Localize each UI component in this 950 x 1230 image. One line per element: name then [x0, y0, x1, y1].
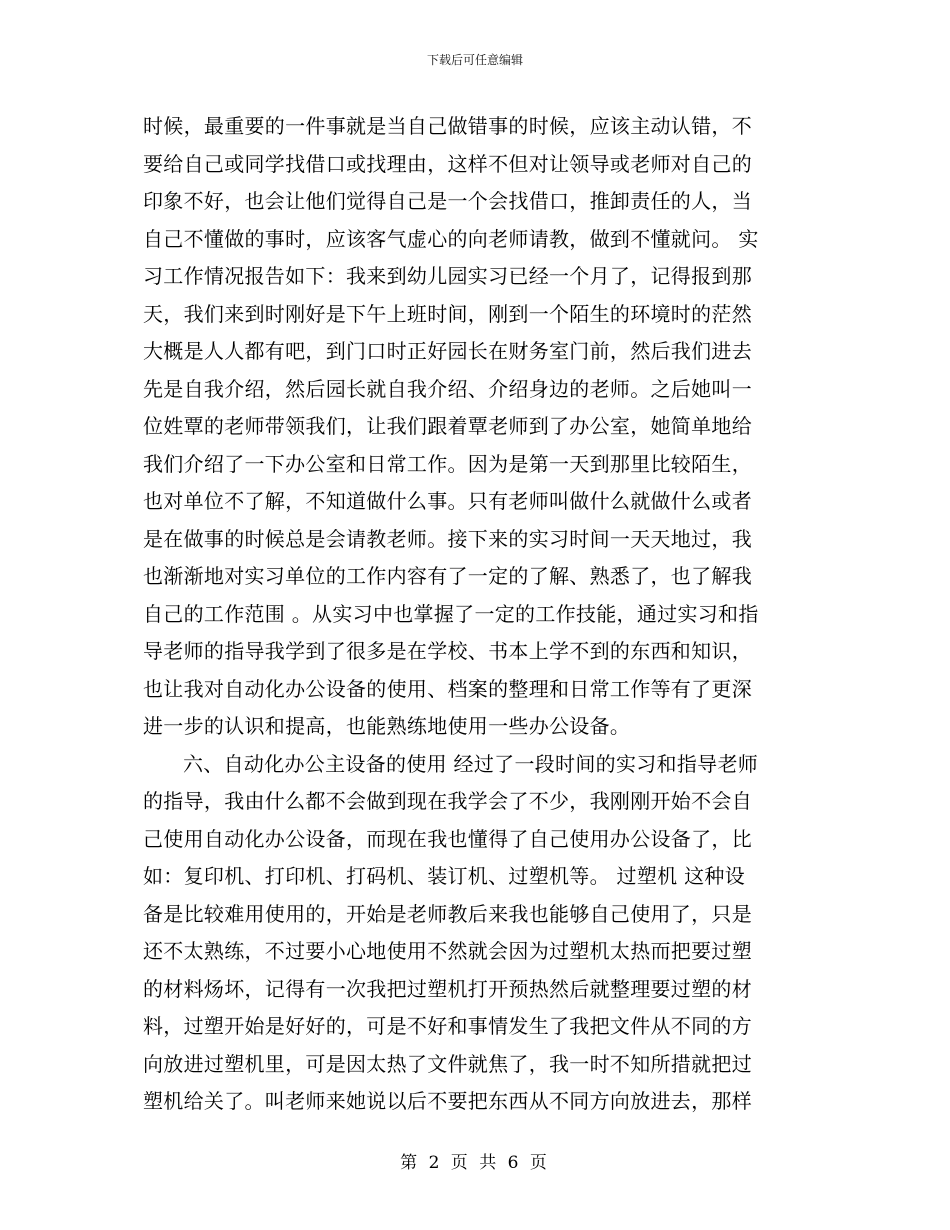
- text-line: 是在做事的时候总是会请教老师。接下来的实习时间一天天地过，我: [143, 526, 752, 551]
- text-line: 向放进过塑机里，可是因太热了文件就焦了，我一时不知所措就把过: [143, 1051, 752, 1076]
- text-line: 也对单位不了解，不知道做什么事。只有老师叫做什么就做什么或者: [143, 489, 752, 513]
- text-line: 的指导，我由什么都不会做到现在我学会了不少，我刚刚开始不会自: [143, 789, 752, 813]
- page-header: 下载后可任意编辑: [426, 53, 523, 67]
- text-line: 习工作情况报告如下：我来到幼儿园实习已经一个月了，记得报到那: [143, 264, 752, 288]
- text-line: 天，我们来到时刚好是下午上班时间，刚到一个陌生的环境时的茫然: [143, 301, 752, 326]
- text-line: 进一步的认识和提高，也能熟练地使用一些办公设备。: [143, 714, 631, 738]
- document-body: [143, 108, 813, 1121]
- text-line: 先是自我介绍，然后园长就自我介绍、介绍身边的老师。之后她叫一: [143, 376, 752, 401]
- text-line: 的材料炀坏，记得有一次我把过塑机打开预热然后就整理要过塑的材: [143, 976, 752, 1001]
- text-line: 己使用自动化办公设备，而现在我也懂得了自己使用办公设备了，比: [143, 826, 752, 851]
- text-line: 备是比较难用使用的，开始是老师教后来我也能够自己使用了，只是: [143, 901, 752, 926]
- page-label-mid: 页 共: [450, 1153, 500, 1173]
- page-footer: [0, 1152, 950, 1174]
- text-line: 大概是人人都有吧，到门口时正好园长在财务室门前，然后我们进去: [143, 339, 752, 363]
- paragraph-start-line: 六、自动化办公主设备的使用 经过了一段时间的实习和指导老师: [183, 751, 759, 776]
- page-label-prefix: 第: [400, 1153, 421, 1173]
- text-line: 导老师的指导我学到了很多是在学校、书本上学不到的东西和知识，: [143, 639, 752, 663]
- text-line: 我们介绍了一下办公室和日常工作。因为是第一天到那里比较陌生，: [143, 451, 752, 476]
- text-line: 塑机给关了。叫老师来她说以后不要把东西从不同方向放进去，那样: [143, 1089, 752, 1113]
- text-line: 自己的工作范围 。从实习中也掌握了一定的工作技能，通过实习和指: [143, 601, 759, 626]
- page-label-suffix: 页: [529, 1153, 550, 1173]
- text-line: 印象不好，也会让他们觉得自己是一个会找借口，推卸责任的人，当: [143, 189, 752, 213]
- text-line: 位姓覃的老师带领我们，让我们跟着覃老师到了办公室，她简单地给: [143, 414, 752, 438]
- text-line: 还不太熟练，不过要小心地使用不然就会因为过塑机太热而把要过塑: [143, 939, 752, 963]
- total-pages: 6: [507, 1153, 522, 1173]
- text-line: 如：复印机、打印机、打码机、装订机、过塑机等。 过塑机 这种设: [143, 864, 746, 888]
- text-line: 时候，最重要的一件事就是当自己做错事的时候，应该主动认错，不: [143, 114, 752, 138]
- page-number: 2: [428, 1153, 443, 1173]
- text-line: 料，过塑开始是好好的，可是不好和事情发生了我把文件从不同的方: [143, 1014, 752, 1038]
- text-line: 也让我对自动化办公设备的使用、档案的整理和日常工作等有了更深: [143, 676, 752, 701]
- text-line: 要给自己或同学找借口或找理由，这样不但对让领导或老师对自己的: [143, 151, 752, 176]
- text-line: 自己不懂做的事时，应该客气虚心的向老师请教，做到不懂就问。 实: [143, 226, 759, 251]
- text-line: 也渐渐地对实习单位的工作内容有了一定的了解、熟悉了，也了解我: [143, 564, 752, 588]
